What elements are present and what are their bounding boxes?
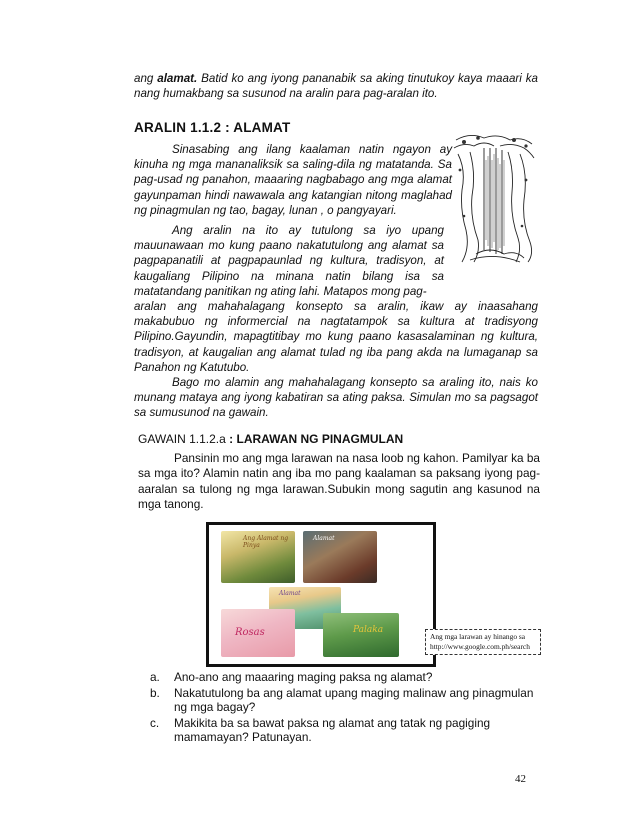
waterfall-illustration-icon (450, 130, 536, 265)
thumbnail-alamat-1-title: Alamat (313, 535, 335, 542)
thumbnail-alamat-2-title: Alamat (279, 590, 301, 597)
paragraph-1: Sinasabing ang ilang kaalaman natin ngayon ay kinuha ng mga mananaliksik sa saling-dila ng matatanda. Sa pag-usad ng panahon, maaaring nagbabago ang mga alamat gayunpaman hindi nawawala ang katangian nitong maglahad ng pinagmulan ng tao, bagay, lunan , o pangyayari. (134, 143, 452, 217)
question-letter: b. (150, 685, 160, 700)
thumbnail-palaka-title: Palaka (353, 625, 384, 635)
question-letter: a. (150, 670, 160, 684)
questions-list (150, 670, 534, 745)
image-box (206, 522, 436, 667)
image-source-caption (425, 629, 541, 655)
list-item (150, 716, 534, 745)
intro-bold-word: alamat. (157, 72, 198, 85)
paragraph-3: Bago mo alamin ang mahahalagang konsepto sa araling ito, nais ko munang mataya ang iyong kabatiran sa ating paksa. Simulan mo sa pagsagot sa sumusunod na gawain. (134, 376, 538, 420)
thumbnail-pinya (221, 531, 295, 583)
question-letter: c. (150, 715, 160, 730)
question-text: Nakatutulong ba ang alamat upang maging malinaw ang pinagmulan ng mga bagay? (174, 685, 534, 715)
caption-link[interactable]: http://www.google.com.ph/search (430, 642, 530, 651)
question-text: Ano-ano ang maaaring maging paksa ng alamat? (174, 670, 433, 684)
gawain-text: Pansinin mo ang mga larawan na nasa loob ng kahon. Pamilyar ka ba sa mga ito? Alamin natin ang iba mo pang kaalaman sa paksang iyong pag-aaralan sa tulong ng mga larawan.Subukin mong sagutin ang kasunod na mga tanong. (138, 451, 540, 512)
thumbnail-rosas (221, 609, 295, 657)
gawain-title: : LARAWAN NG PINAGMULAN (229, 432, 404, 446)
caption-line-1: Ang mga larawan ay hinango sa (430, 632, 526, 641)
gawain-code: GAWAIN 1.1.2.a (138, 432, 230, 446)
intro-rest: Batid ko ang iyong pananabik sa aking tinutukoy kaya maaari ka nang humakbang sa susunod na aralin para pag-aralan ito. (134, 72, 538, 101)
intro-prefix: ang (134, 72, 158, 85)
paragraph-2-narrow: Ang aralin na ito ay tutulong sa iyo upang mauunawaan mo kung paano nakatutulong ang alamat sa pagpapanatili at pagpapaunlad ng kultura, tradisyon, at kaugaliang Pilipino na minana natin bilang isa sa matatandang panitikan ng ating lahi. Matapos mong pag- (134, 224, 444, 298)
aralin-heading: ARALIN 1.1.2 : ALAMAT (134, 120, 291, 135)
page-number: 42 (515, 773, 526, 785)
thumbnail-alamat-1 (303, 531, 377, 583)
list-item (150, 686, 534, 715)
gawain-heading (138, 432, 403, 446)
thumbnail-pinya-title: Ang Alamat ng Pinya (243, 535, 289, 549)
thumbnail-palaka (323, 613, 399, 657)
intro-paragraph (134, 71, 538, 101)
list-item (150, 670, 534, 685)
question-text: Makikita ba sa bawat paksa ng alamat ang tatak ng pagiging mamamayan? Patunayan. (174, 715, 491, 745)
paragraph-2-wide: aralan ang mahahalagang konsepto sa aralin, ikaw ay inaasahang makabubuo ng informercial na nagtatampok sa kultura at tradisyong Pilipino.Gayundin, mapagtitibay mo kung paano kasasalaminan ng kultura, tradisyon, at kaugalian ang alamat tulad ng iba pang akda na lumaganap sa Panahon ng Katutubo. (134, 300, 538, 374)
thumbnail-rosas-title: Rosas (235, 627, 265, 638)
